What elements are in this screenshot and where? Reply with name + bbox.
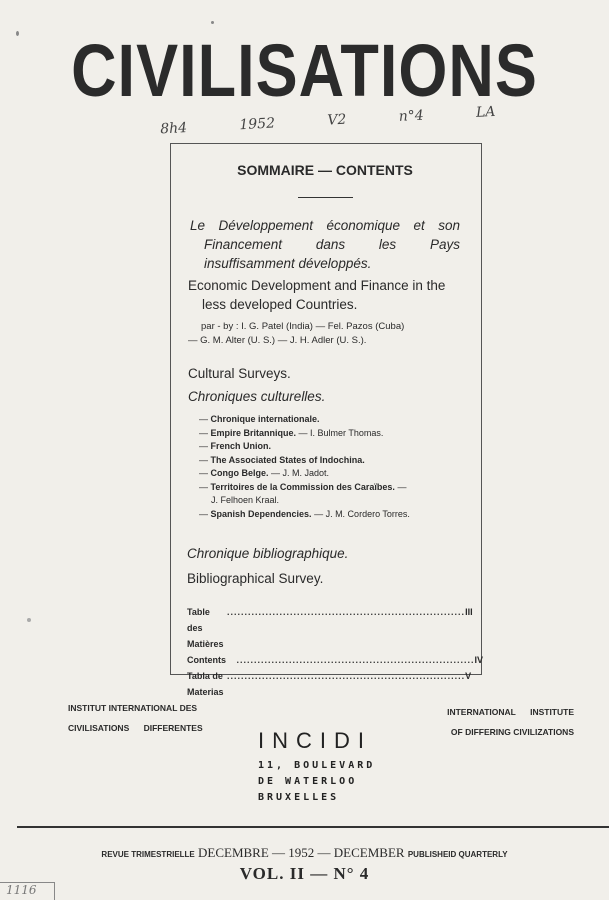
issue-line: REVUE TRIMESTRIELLE DECEMBRE — 1952 — DECEMBER PUBLISHEID QUARTERLY — [101, 845, 508, 860]
toc-row: Tabla de Materias .................................................................... V — [187, 671, 472, 697]
list-item: — The Associated States of Indochina. — [199, 454, 365, 465]
contents-heading: SOMMAIRE — CONTENTS — [237, 162, 413, 178]
institute-acronym: INCIDI — [258, 728, 372, 753]
institute-address: 11, BOULEVARD DE WATERLOO BRUXELLES — [258, 760, 376, 803]
authors — [188, 320, 471, 348]
cultural-surveys-heading: Cultural Surveys. — [188, 366, 291, 381]
scan-speck — [27, 618, 31, 622]
journal-title: CIVILISATIONS — [71, 30, 538, 113]
toc-row: Table des Matières .................................................................... III — [187, 607, 473, 649]
institute-name-fr: INSTITUT INTERNATIONAL DES CIVILISATIONS DIFFERENTES — [68, 703, 203, 733]
list-item: — French Union. — [199, 441, 272, 451]
bibliographical-survey-heading: Bibliographical Survey. — [187, 571, 324, 586]
list-item: — Spanish Dependencies. — J. M. Cordero Torres. — [199, 508, 410, 519]
heading-rule — [298, 197, 353, 198]
article-title-en — [188, 276, 460, 314]
chronique-bibliographique-heading: Chronique bibliographique. — [187, 546, 349, 561]
chronicle-list — [199, 413, 464, 521]
article-title-en-text: Economic Development and Finance in the less developed Countries. — [188, 278, 446, 312]
toc-row: Contents .................................................................... IV — [187, 655, 484, 665]
list-item: — Congo Belge. — J. M. Jadot. — [199, 468, 330, 478]
bottom-rule — [17, 826, 609, 828]
authors-line-1: par - by : I. G. Patel (India) — Fel. Pazos (Cuba) — [201, 321, 405, 332]
handwritten-note: 8h4 1952 V2 n°4 LA — [159, 103, 496, 138]
article-title-fr — [190, 216, 460, 273]
corner-mark: 1116 — [0, 882, 55, 900]
scan-speck — [16, 31, 19, 36]
toc-list — [187, 604, 484, 700]
list-item: — Chronique internationale. — [199, 414, 320, 424]
authors-line-2: — G. M. Alter (U. S.) — J. H. Adler (U. S.). — [188, 335, 367, 346]
list-item: — Territoires de la Commission des Caraïbes. — — [199, 481, 407, 492]
list-item-continuation: J. Felhoen Kraal. — [211, 495, 280, 505]
institute-name-en: INTERNATIONAL INSTITUTE OF DIFFERING CIVILIZATIONS — [447, 707, 574, 737]
scan-speck — [211, 21, 214, 24]
list-item: — Empire Britannique. — I. Bulmer Thomas. — [199, 427, 384, 438]
article-title-fr-text: Le Développement économique et son Financement dans les Pays insuffisamment développés. — [190, 218, 460, 271]
chroniques-culturelles-heading: Chroniques culturelles. — [188, 389, 326, 404]
volume-number: VOL. II — N° 4 — [239, 864, 370, 883]
